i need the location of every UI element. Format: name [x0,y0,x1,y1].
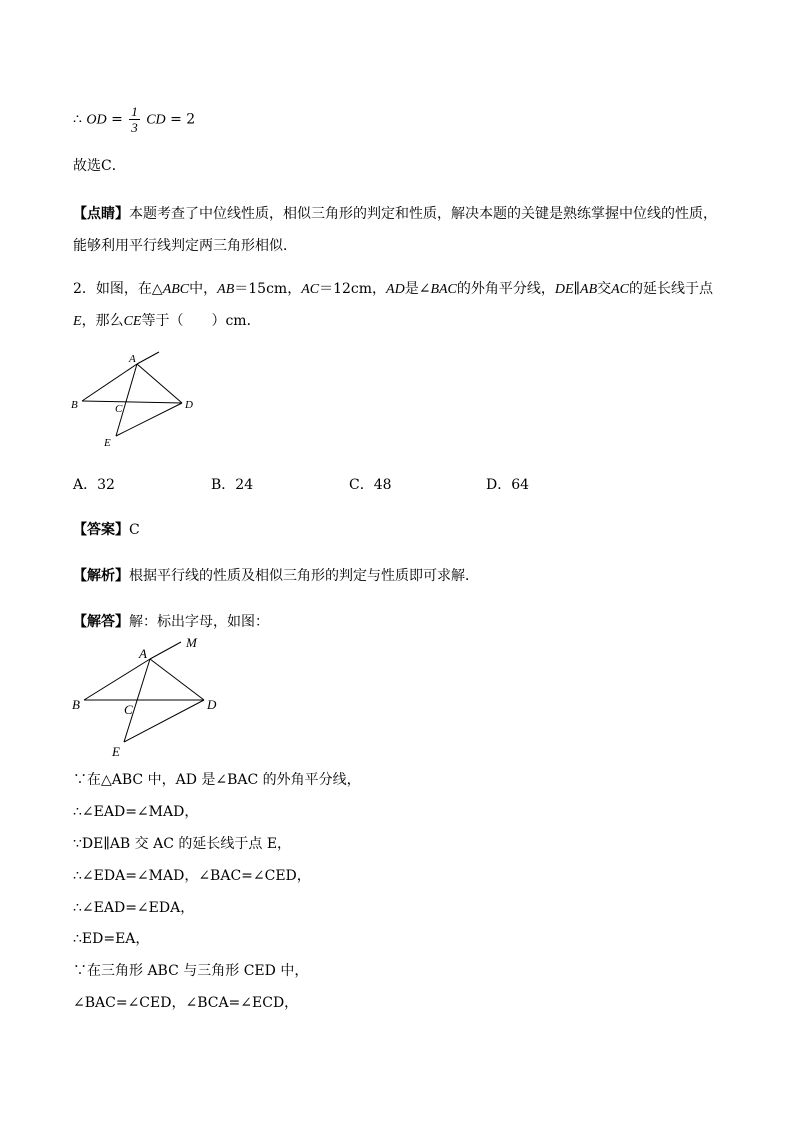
question-number: 2． [73,281,96,297]
fraction-numerator: 1 [131,104,138,119]
step-line: ∵在△ABC 中，AD 是∠BAC 的外角平分线， [73,772,361,788]
choose-c-line: 故选C． [73,158,126,174]
label-e: E [112,744,120,759]
answer-tag: 【答案】 [73,522,129,538]
option-letter: B． [211,477,236,493]
option-value: 48 [373,477,392,493]
ray-am [137,352,159,364]
od-equation [73,104,195,135]
math-ac: AC [301,282,320,297]
answer-line [73,520,140,540]
segment-ed [124,700,204,742]
label-a: A [139,646,147,661]
option-value: 32 [97,477,115,493]
label-c: C [115,403,123,415]
question-text: 的延长线于点 [629,281,714,297]
question-value-ab: ＝15cm， [234,281,302,297]
od-result: = 2 [170,111,196,128]
label-d: D [185,399,193,411]
answer-value: C [129,522,140,538]
step-line: ∴∠EAD=∠EDA， [73,900,195,916]
od-term: OD [86,112,107,128]
option-value: 24 [235,477,254,493]
segment-ab [82,364,137,401]
math-ad: AD [386,282,405,297]
dianjing-text-1: 本题考查了中位线性质，相似三角形的判定和性质，解决本题的关键是熟练掌握中位线的性质， [129,206,717,222]
step-line: ∵DE∥AB 交 AC 的延长线于点 E， [73,836,292,852]
solution-text: 解：标出字母，如图： [129,614,269,630]
segment-bd [82,401,182,403]
segment-ed [116,403,182,436]
option-letter: D． [486,477,512,493]
math-ab: AB [217,282,235,297]
step-line: ∠BAC=∠CED，∠BCA=∠ECD， [73,995,299,1011]
label-a: A [129,353,136,365]
question-text: 交 [597,281,612,297]
analysis-tag: 【解析】 [73,568,129,584]
question-text: 等于（ ）cm． [141,313,261,329]
fraction-one-third [129,104,140,135]
segment-ae [116,364,137,436]
segment-ad [137,364,182,403]
geometry-figure-1 [66,346,206,448]
math-ac: AC [611,282,630,297]
step-line: ∴∠EDA=∠MAD，∠BAC=∠CED， [73,868,311,884]
step-line: ∴ED=EA， [73,931,150,947]
option-b[interactable] [211,475,253,495]
question-text: 的外角平分线， [456,281,555,297]
fraction-denominator: 3 [131,120,138,135]
option-c[interactable] [349,475,392,495]
question-text: 中， [189,281,218,297]
question-line-1 [73,279,713,300]
dianjing-tag: 【点睛】 [73,206,129,222]
step-line: ∵在三角形 ABC 与三角形 CED 中， [73,963,309,979]
label-c: C [124,702,133,717]
segment-ab [84,659,150,700]
analysis-line [73,566,479,586]
question-line-2 [73,311,261,332]
analysis-text: 根据平行线的性质及相似三角形的判定与性质即可求解． [129,568,479,584]
math-bac: BAC [430,282,457,297]
option-a[interactable] [73,475,115,495]
math-de-parallel-ab: DE∥AB [554,282,598,297]
math-e: E [73,314,82,329]
step-line: ∴∠EAD=∠MAD， [73,804,199,820]
ray-am [150,642,181,659]
cd-term: CD [146,112,166,128]
solution-tag: 【解答】 [73,614,129,630]
triangle-symbol: △ [151,281,163,297]
label-d: D [207,697,217,712]
math-abc: ABC [162,282,190,297]
therefore-symbol: ∴ [73,111,82,128]
question-value-ac: ＝12cm， [319,281,387,297]
option-letter: A． [73,477,98,493]
geometry-figure-2 [66,632,230,762]
math-ce: CE [123,314,142,329]
dianjing-line-2: 能够利用平行线判定两三角形相似． [73,238,297,254]
question-text: ，那么 [81,313,124,329]
segment-ad [150,659,204,700]
option-letter: C． [349,477,374,493]
label-b: B [72,697,80,712]
question-text: 如图，在 [95,281,152,297]
label-m: M [186,635,197,650]
solution-line [73,612,269,632]
dianjing-line-1 [73,204,717,224]
option-value: 64 [511,477,530,493]
equals-sign: = [111,111,123,128]
label-e: E [104,437,111,448]
option-d[interactable] [486,475,529,495]
label-b: B [71,399,78,411]
question-text: 是∠ [404,281,431,297]
